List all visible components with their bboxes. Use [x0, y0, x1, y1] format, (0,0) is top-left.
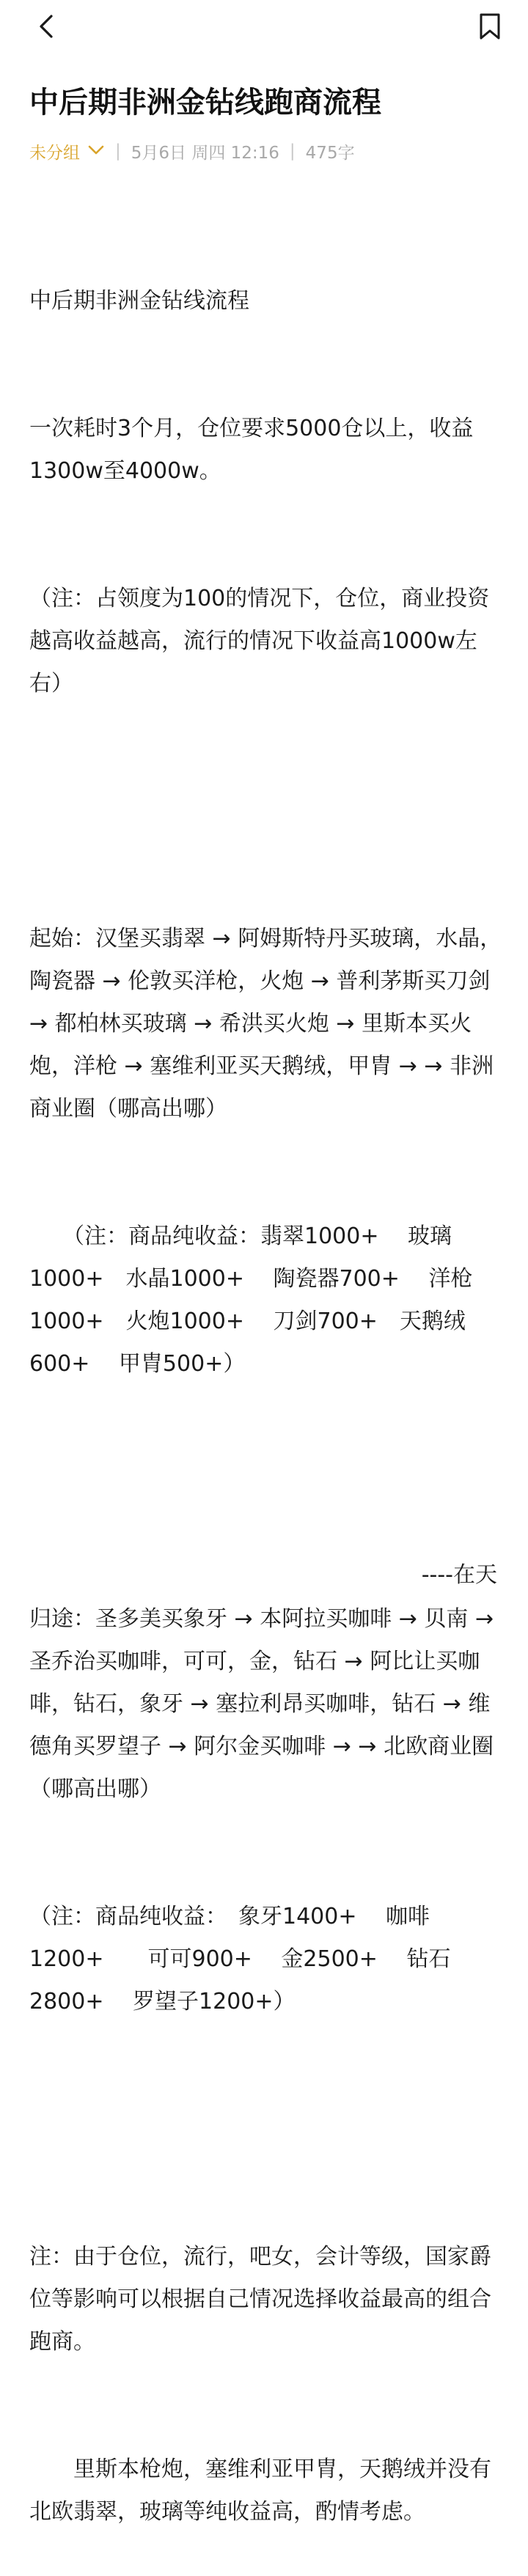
- meta-divider: |: [289, 141, 296, 161]
- note-paragraph: 起始：汉堡买翡翠 → 阿姆斯特丹买玻璃，水晶，陶瓷器 → 伦敦买洋枪，火炮 → 普利茅斯买刀剑 → 都柏林买玻璃 → 希洪买火炮 → 里斯本买火炮，洋枪 → 塞维利亚买天鹅绒，甲胄 → → 非洲商业圈（哪高出哪）: [29, 926, 502, 1122]
- word-count: 475字: [305, 143, 355, 163]
- note-paragraph: （注：商品纯收益：翡翠1000+ 玻璃1000+ 水晶1000+ 陶瓷器700+ 洋枪1000+ 火炮1000+ 刀剑700+ 天鹅绒600+ 甲胄500+）: [29, 1223, 473, 1377]
- category-selector[interactable]: [29, 139, 105, 163]
- note-paragraph: [29, 790, 503, 833]
- note-paragraph: [29, 1471, 503, 1513]
- chevron-down-icon: [80, 141, 105, 161]
- chevron-left-icon: [37, 12, 57, 44]
- top-bar: [0, 0, 528, 59]
- note-body[interactable]: [29, 195, 503, 2576]
- note-paragraph: 一次耗时3个月，仓位要求5000仓以上，收益1300w至4000w。: [29, 416, 474, 484]
- note-meta: [29, 136, 355, 166]
- note-paragraph: 归途：圣多美买象牙 → 本阿拉买咖啡 → 贝南 → 圣乔治买咖啡，可可，金，钻石 → 阿比让买咖啡，钻石，象牙 → 塞拉利昂买咖啡，钻石 → 维德角买罗望子 → 阿尔金买咖啡 → → 北欧商业圈（哪高出哪）: [29, 1606, 501, 1802]
- note-paragraph: （注：商品纯收益： 象牙1400+ 咖啡1200+ 可可900+ 金2500+ 钻石2800+ 罗望子1200+）: [29, 1904, 451, 2014]
- category-label: 未分组: [29, 143, 80, 163]
- note-paragraph: 中后期非洲金钻线流程: [29, 288, 249, 314]
- note-title: 中后期非洲金钻线跑商流程: [29, 86, 381, 119]
- note-signature: ----在天: [421, 1562, 497, 1588]
- note-paragraph: （注：占领度为100的情况下，仓位，商业投资越高收益越高，流行的情况下收益高1000w左右）: [29, 586, 490, 696]
- note-paragraph: [29, 2108, 503, 2151]
- bookmark-button[interactable]: [472, 10, 507, 45]
- meta-divider: |: [115, 141, 121, 161]
- note-paragraph: 里斯本枪炮，塞维利亚甲胄，天鹅绒并没有北欧翡翠，玻璃等纯收益高，酌情考虑。: [29, 2457, 491, 2525]
- note-paragraph: 注：由于仓位，流行，吧女，会计等级，国家爵位等影响可以根据自己情况选择收益最高的组合跑商。: [29, 2244, 491, 2355]
- bookmark-icon: [477, 12, 502, 44]
- note-date: 5月6日 周四 12:16: [131, 143, 279, 163]
- back-button[interactable]: [29, 10, 65, 45]
